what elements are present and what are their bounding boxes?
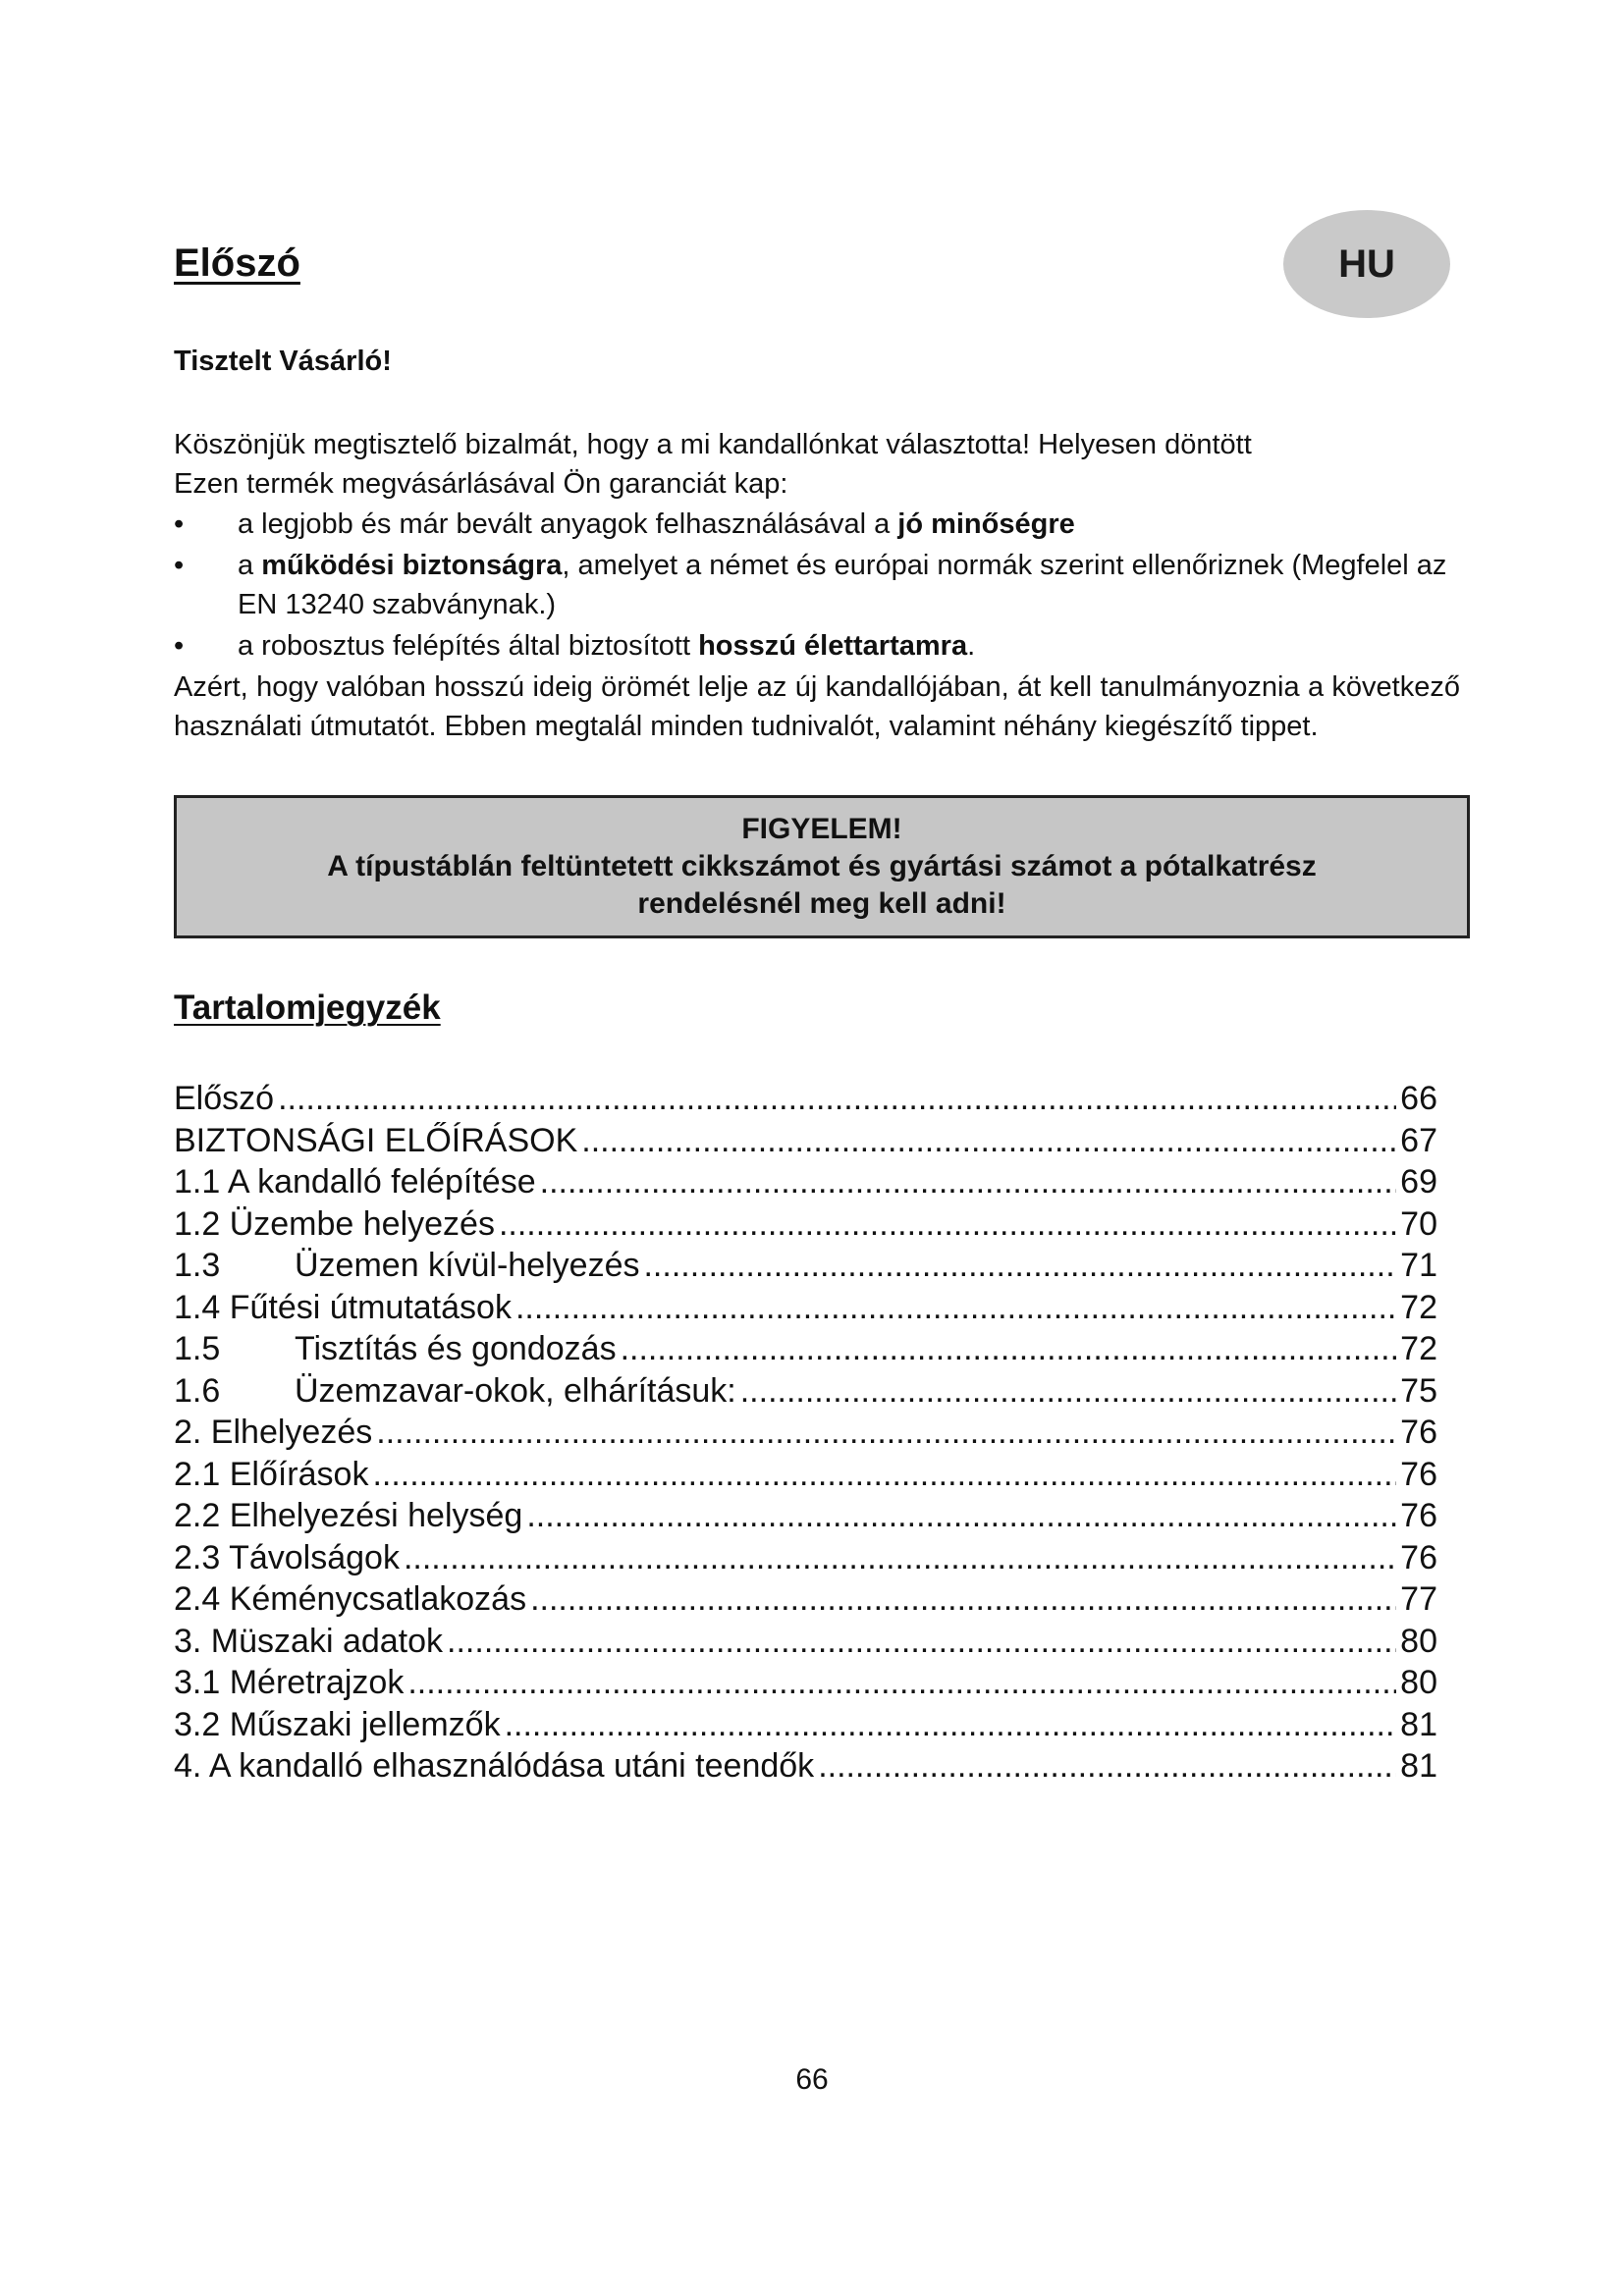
toc-entry[interactable] (174, 1454, 1437, 1496)
bullet-icon: • (174, 630, 185, 662)
warning-box (174, 795, 1470, 938)
language-badge: HU (1283, 210, 1450, 318)
toc-entry-number: 1.3 (174, 1247, 221, 1284)
toc-entry-label: 2.2 Elhelyezési helység (174, 1497, 523, 1534)
toc-entry-page: 80 (1400, 1622, 1437, 1660)
toc-entry-label: 3.2 Műszaki jellemzők (174, 1705, 501, 1743)
toc-title: Tartalomjegyzék (174, 988, 441, 1027)
toc-entry-page: 72 (1400, 1288, 1437, 1326)
toc-entry[interactable] (174, 1745, 1437, 1788)
toc-dot-leader (581, 1120, 1396, 1161)
toc-entry-label: 2. Elhelyezés (174, 1414, 373, 1451)
intro-paragraph (174, 425, 1460, 504)
bullet-icon: • (174, 550, 185, 581)
toc-entry-page: 75 (1400, 1371, 1437, 1410)
toc-entry-label: 1.1 A kandalló felépítése (174, 1163, 536, 1201)
toc-entry-page: 71 (1400, 1247, 1437, 1284)
benefits-list (174, 505, 1460, 667)
toc-entry-page: 67 (1400, 1121, 1437, 1159)
toc-dot-leader (278, 1078, 1396, 1119)
toc-dot-leader (540, 1161, 1397, 1202)
toc-entry[interactable] (174, 1287, 1437, 1329)
table-of-contents (174, 1078, 1437, 1788)
toc-entry-page: 76 (1400, 1538, 1437, 1576)
closing-paragraph: Azért, hogy valóban hosszú ideig örömét lelje az új kandallójában, át kell tanulmányoznia a következő használati útmutatót. Ebben megtalál minden tudnivalót, valamint néhány kiegészítő tippet. (174, 671, 1460, 742)
toc-entry[interactable] (174, 1203, 1437, 1246)
toc-entry-page: 81 (1400, 1747, 1437, 1785)
toc-entry-page: 80 (1400, 1664, 1437, 1701)
toc-entry-label: 1.4 Fűtési útmutatások (174, 1288, 512, 1326)
toc-dot-leader (643, 1245, 1396, 1286)
toc-entry-label: 1.2 Üzembe helyezés (174, 1204, 495, 1243)
toc-entry[interactable] (174, 1662, 1437, 1704)
intro-line-1: Köszönjük megtisztelő bizalmát, hogy a mi kandallónkat választotta! Helyesen döntött (174, 429, 1252, 460)
toc-entry-page: 70 (1400, 1204, 1437, 1243)
toc-entry-number: 1.5 (174, 1330, 221, 1367)
toc-entry-label: Előszó (174, 1080, 275, 1117)
toc-entry-page: 76 (1400, 1455, 1437, 1493)
toc-entry-page: 69 (1400, 1163, 1437, 1201)
toc-entry[interactable] (174, 1412, 1437, 1454)
toc-entry[interactable] (174, 1370, 1437, 1413)
toc-entry-number: 1.6 (174, 1371, 221, 1410)
toc-entry[interactable] (174, 1161, 1437, 1203)
toc-entry-label: BIZTONSÁGI ELŐÍRÁSOK (174, 1121, 578, 1159)
toc-entry-page: 81 (1400, 1705, 1437, 1743)
toc-entry-label: 3. Müszaki adatok (174, 1622, 444, 1660)
toc-entry[interactable] (174, 1328, 1437, 1370)
toc-entry-page: 76 (1400, 1497, 1437, 1534)
toc-dot-leader (505, 1704, 1397, 1745)
page-title: Előszó (174, 241, 300, 285)
warning-heading: FIGYELEM! (741, 813, 902, 845)
list-item: • a legjobb és már bevált anyagok felhasználásával a jó minőségre (174, 505, 1460, 544)
intro-line-2: Ezen termék megvásárlásával Ön garanciát kap: (174, 468, 788, 500)
toc-dot-leader (621, 1328, 1397, 1369)
toc-entry-label: Üzemen kívül-helyezés (295, 1247, 640, 1284)
toc-entry-page: 66 (1400, 1080, 1437, 1117)
toc-entry[interactable] (174, 1245, 1437, 1287)
toc-dot-leader (526, 1495, 1396, 1536)
page-number: 66 (795, 2063, 829, 2096)
warning-line-2: rendelésnél meg kell adni! (637, 887, 1006, 920)
greeting: Tisztelt Vásárló! (174, 346, 392, 377)
toc-dot-leader (372, 1454, 1396, 1495)
toc-entry-label: 2.3 Távolságok (174, 1538, 400, 1576)
toc-dot-leader (740, 1370, 1396, 1412)
toc-entry[interactable] (174, 1078, 1437, 1120)
toc-entry-label: 3.1 Méretrajzok (174, 1664, 405, 1701)
toc-entry-page: 76 (1400, 1414, 1437, 1451)
toc-dot-leader (376, 1412, 1396, 1453)
toc-entry[interactable] (174, 1495, 1437, 1537)
warning-line-1: A típustáblán feltüntetett cikkszámot és gyártási számot a pótalkatrész (327, 850, 1317, 882)
toc-entry-label: Tisztítás és gondozás (295, 1330, 617, 1367)
toc-entry-page: 77 (1400, 1580, 1437, 1618)
toc-dot-leader (499, 1203, 1396, 1245)
toc-entry[interactable] (174, 1578, 1437, 1621)
toc-entry-label: 4. A kandalló elhasználódása utáni teendők (174, 1747, 815, 1785)
toc-dot-leader (530, 1578, 1396, 1620)
toc-dot-leader (407, 1662, 1396, 1703)
toc-dot-leader (447, 1621, 1396, 1662)
toc-entry[interactable] (174, 1120, 1437, 1162)
toc-dot-leader (515, 1287, 1396, 1328)
list-item: • a működési biztonságra, amelyet a német és európai normák szerint ellenőriznek (Megfelel az EN 13240 szabványnak.) (174, 546, 1460, 624)
toc-entry[interactable] (174, 1704, 1437, 1746)
toc-entry[interactable] (174, 1621, 1437, 1663)
toc-entry[interactable] (174, 1537, 1437, 1579)
bullet-icon: • (174, 508, 185, 540)
toc-entry-label: 2.1 Előírások (174, 1455, 369, 1493)
toc-dot-leader (404, 1537, 1396, 1578)
list-item: • a robosztus felépítés által biztosított hosszú élettartamra. (174, 626, 1460, 666)
toc-entry-label: Üzemzavar-okok, elhárításuk: (295, 1371, 736, 1410)
toc-entry-label: 2.4 Kéménycsatlakozás (174, 1580, 527, 1618)
toc-dot-leader (818, 1745, 1396, 1787)
toc-entry-page: 72 (1400, 1330, 1437, 1367)
